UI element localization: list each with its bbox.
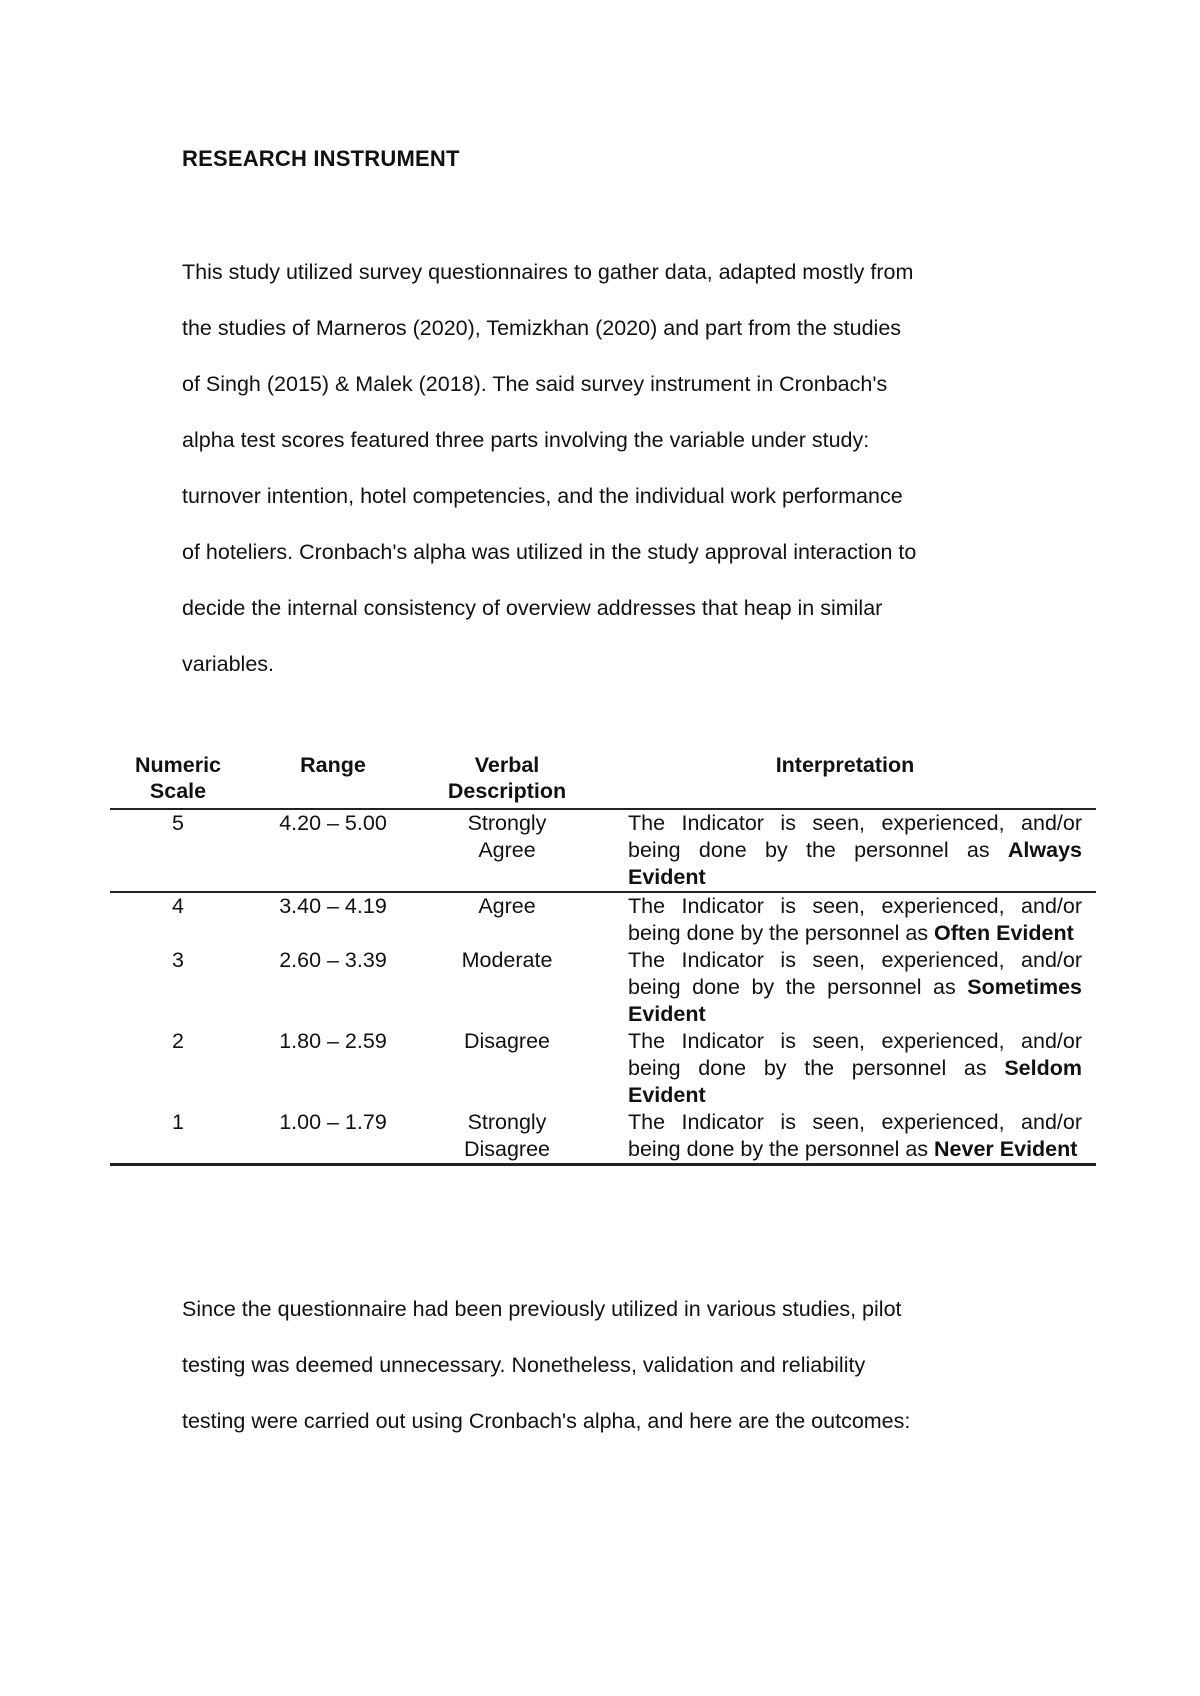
- header-interpretation: [594, 752, 1096, 809]
- cell-interpretation: [594, 1109, 1096, 1165]
- cell-verbal: [420, 1109, 594, 1165]
- interpretation-emphasis: Seldom Evident: [628, 1056, 1082, 1107]
- header-numeric-scale: [110, 752, 246, 809]
- section-heading: RESEARCH INSTRUMENT: [182, 146, 460, 171]
- cell-range: 1.00 – 1.79: [246, 1109, 420, 1165]
- verbal-text: Moderate: [461, 948, 553, 972]
- interpretation-emphasis: Never Evident: [934, 1137, 1078, 1161]
- verbal-text: Strongly: [467, 1110, 547, 1134]
- table-row: [110, 1109, 1096, 1165]
- verbal-text: Disagree: [463, 1137, 551, 1161]
- header-text: Description: [447, 779, 567, 803]
- interpretation-text: The Indicator is seen, experienced, and/or being done by the personnel as: [628, 1110, 1082, 1161]
- interpretation-text: The Indicator is seen, experienced, and/or being done by the personnel as: [628, 948, 1082, 999]
- cell-scale: 1: [110, 1109, 246, 1165]
- cell-verbal: [420, 1028, 594, 1109]
- scale-table-container: [110, 752, 1096, 1166]
- likert-scale-table: [110, 752, 1096, 1166]
- table-row: [110, 947, 1096, 1028]
- paragraph-line: of hoteliers. Cronbach's alpha was utilized in the study approval interaction to: [182, 540, 917, 564]
- cell-interpretation: [594, 947, 1096, 1028]
- header-text: Scale: [149, 779, 207, 803]
- interpretation-emphasis: Often Evident: [934, 921, 1074, 945]
- conclusion-paragraph: [182, 1295, 1042, 1463]
- verbal-text: Strongly: [467, 811, 547, 835]
- cell-verbal: [420, 892, 594, 947]
- cell-verbal: [420, 809, 594, 892]
- header-text: Interpretation: [775, 753, 915, 777]
- header-range: [246, 752, 420, 809]
- paragraph-line: of Singh (2015) & Malek (2018). The said survey instrument in Cronbach's: [182, 372, 888, 396]
- interpretation-text: The Indicator is seen, experienced, and/or being done by the personnel as: [628, 1029, 1082, 1080]
- cell-interpretation: [594, 809, 1096, 892]
- cell-interpretation: [594, 1028, 1096, 1109]
- table-row: [110, 809, 1096, 892]
- paragraph-line: testing were carried out using Cronbach's alpha, and here are the outcomes:: [182, 1409, 911, 1433]
- cell-scale: 2: [172, 1029, 184, 1053]
- interpretation-text: The Indicator is seen, experienced, and/or being done by the personnel as: [628, 894, 1082, 945]
- verbal-text: Disagree: [463, 1029, 551, 1053]
- paragraph-line: decide the internal consistency of overview addresses that heap in similar: [182, 596, 883, 620]
- paragraph-line: This study utilized survey questionnaires to gather data, adapted mostly from: [182, 260, 914, 284]
- verbal-text: Agree: [478, 894, 536, 918]
- paragraph-line: testing was deemed unnecessary. Nonetheless, validation and reliability: [182, 1353, 866, 1377]
- header-text: Verbal: [474, 753, 540, 777]
- interpretation-emphasis: Always Evident: [628, 838, 1082, 889]
- cell-scale: 3: [172, 948, 184, 972]
- intro-paragraph: [182, 258, 1042, 706]
- paragraph-line: variables.: [182, 652, 275, 676]
- cell-scale: 5: [110, 809, 246, 892]
- interpretation-text: The Indicator is seen, experienced, and/or being done by the personnel as: [628, 811, 1082, 862]
- verbal-text: Agree: [478, 838, 536, 862]
- table-header-row: [110, 752, 1096, 809]
- header-text: Range: [300, 753, 366, 777]
- cell-range: 4.20 – 5.00: [246, 809, 420, 892]
- cell-scale: 4: [172, 894, 184, 918]
- paragraph-line: the studies of Marneros (2020), Temizkhan (2020) and part from the studies: [182, 316, 902, 340]
- cell-range: 1.80 – 2.59: [279, 1029, 387, 1053]
- paragraph-line: turnover intention, hotel competencies, and the individual work performance: [182, 484, 903, 508]
- cell-range: 3.40 – 4.19: [279, 894, 387, 918]
- header-verbal-description: [420, 752, 594, 809]
- table-row: [110, 1028, 1096, 1109]
- table-row: [110, 892, 1096, 947]
- cell-interpretation: [594, 892, 1096, 947]
- paragraph-line: Since the questionnaire had been previously utilized in various studies, pilot: [182, 1297, 902, 1321]
- interpretation-emphasis: Sometimes Evident: [628, 975, 1082, 1026]
- header-text: Numeric: [134, 753, 222, 777]
- cell-verbal: [420, 947, 594, 1028]
- paragraph-line: alpha test scores featured three parts involving the variable under study:: [182, 428, 870, 452]
- cell-range: 2.60 – 3.39: [279, 948, 387, 972]
